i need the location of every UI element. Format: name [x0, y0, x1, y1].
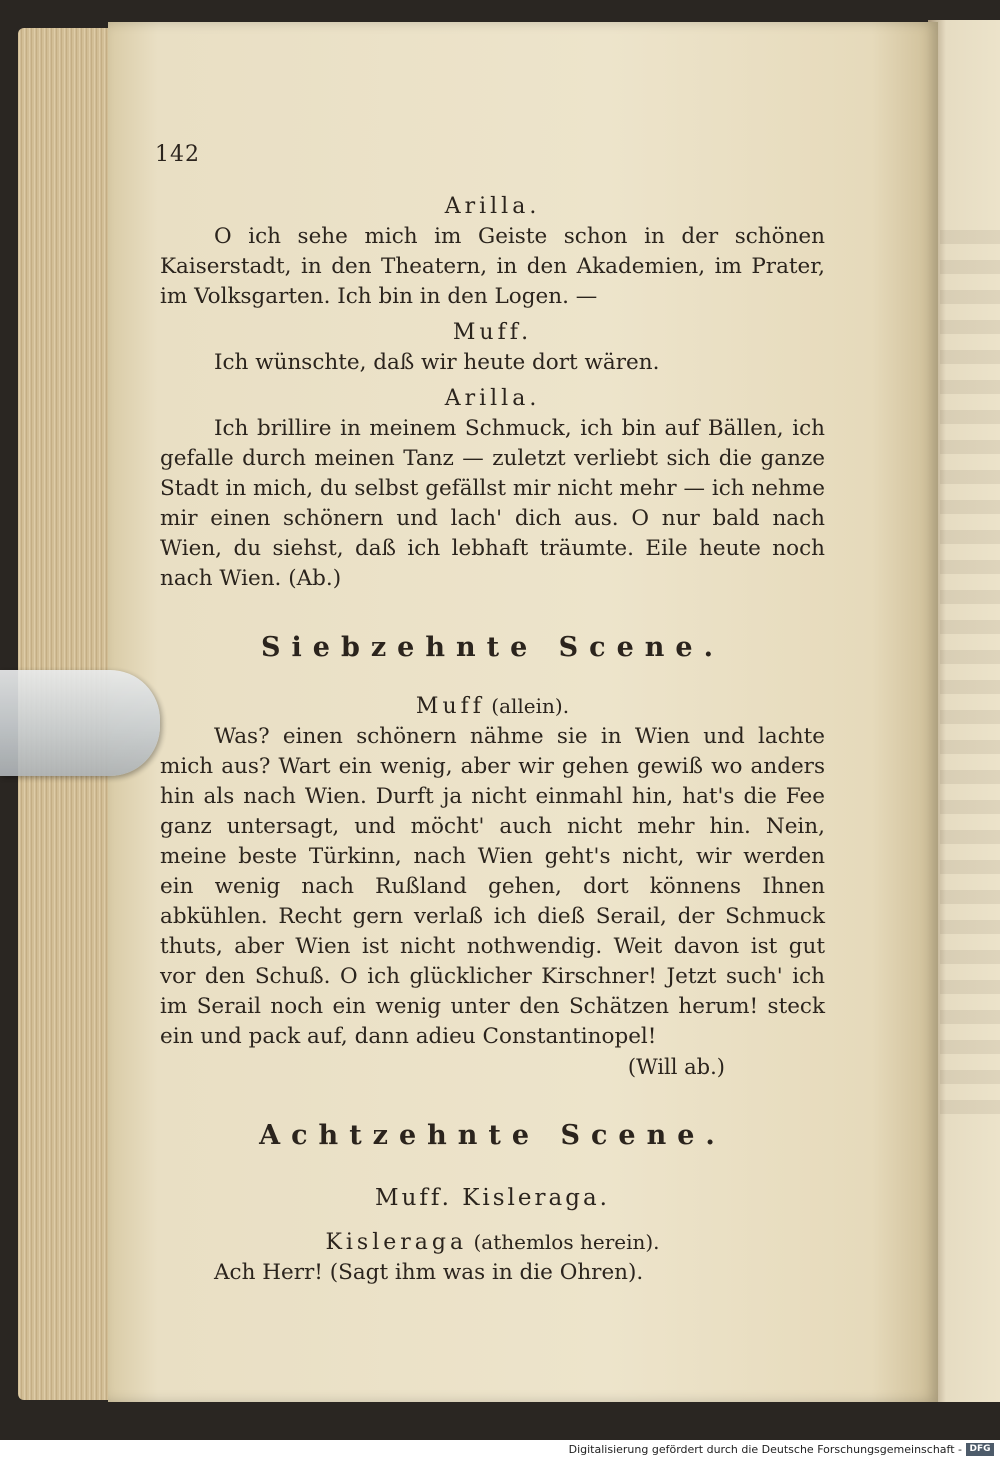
speaker-name: [160, 318, 825, 348]
dialogue-paragraph: Ach Herr! (Sagt ihm was in die Ohren).: [214, 1260, 644, 1285]
dialogue-paragraph: Was? einen schönern nähme sie in Wien und lachte mich aus? Wart ein wenig, aber wir gehen gewiß wo anders hin als nach Wien. Durft ja nicht einmahl hin, hat's die Fee ganz untersagt, und möcht' auch nicht mehr hin. Nein, meine beste Türkinn, nach Wien geht's nicht, wir werden ein wenig nach Rußland gehen, dort könnens Ihnen abkühlen. Recht gern verlaß ich dieß Serail, der Schmuck thuts, aber Wien ist nicht nothwendig. Weit davon ist gut vor den Schuß. O ich glücklicher Kirschner! Jetzt such' ich im Serail noch ein wenig unter den Schätzen herum! steck ein und pack auf, dann adieu Constantinopel!: [160, 724, 825, 1049]
speaker-name: [160, 192, 825, 222]
facing-page-bleed-through: [940, 230, 1000, 1130]
dialogue-paragraph: Ich brillire in meinem Schmuck, ich bin auf Bällen, ich gefalle durch meinen Tanz — zuletzt verliebt sich die ganze Stadt in mich, du selbst gefällst mir nicht mehr — ich nehme mir einen schönern und lach' dich aus. O nur bald nach Wien, du siehst, daß ich lebhaft träumte. Eile heute noch nach Wien. (Ab.): [160, 416, 825, 591]
scene-cast: Muff. Kisleraga.: [375, 1185, 610, 1211]
speaker-label: Arilla.: [444, 386, 541, 411]
page-number: 142: [155, 142, 200, 167]
speaker-label: Muff: [415, 694, 485, 719]
speaker-label: Arilla.: [444, 194, 541, 219]
stage-direction: (athemlos herein).: [467, 1230, 660, 1254]
speaker-name: [160, 691, 825, 722]
stage-note: (Will ab.): [627, 1055, 725, 1079]
dialogue-paragraph: Ich wünschte, daß wir heute dort wären.: [214, 350, 660, 375]
speaker-label: Kisleraga: [325, 1230, 468, 1255]
dialogue-paragraph: O ich sehe mich im Geiste schon in der schönen Kaiserstadt, in den Theatern, in den Akademien, im Prater, im Volksgarten. Ich bin in den Logen. —: [160, 224, 825, 309]
speaker-name: [160, 384, 825, 414]
dfg-logo: DFG: [966, 1443, 994, 1456]
speaker-label: Muff.: [452, 320, 533, 345]
scene-heading: Siebzehnte Scene.: [261, 632, 724, 663]
footer-credit: Digitalisierung gefördert durch die Deutsche Forschungsgemeinschaft -: [568, 1443, 962, 1456]
page-text: [160, 186, 825, 1288]
scene-heading: Achtzehnte Scene.: [259, 1120, 726, 1151]
stage-direction: (allein).: [484, 694, 570, 718]
speaker-name: [160, 1227, 825, 1258]
footer-bar: [0, 1440, 1000, 1460]
page-holder-clip: [0, 670, 160, 776]
